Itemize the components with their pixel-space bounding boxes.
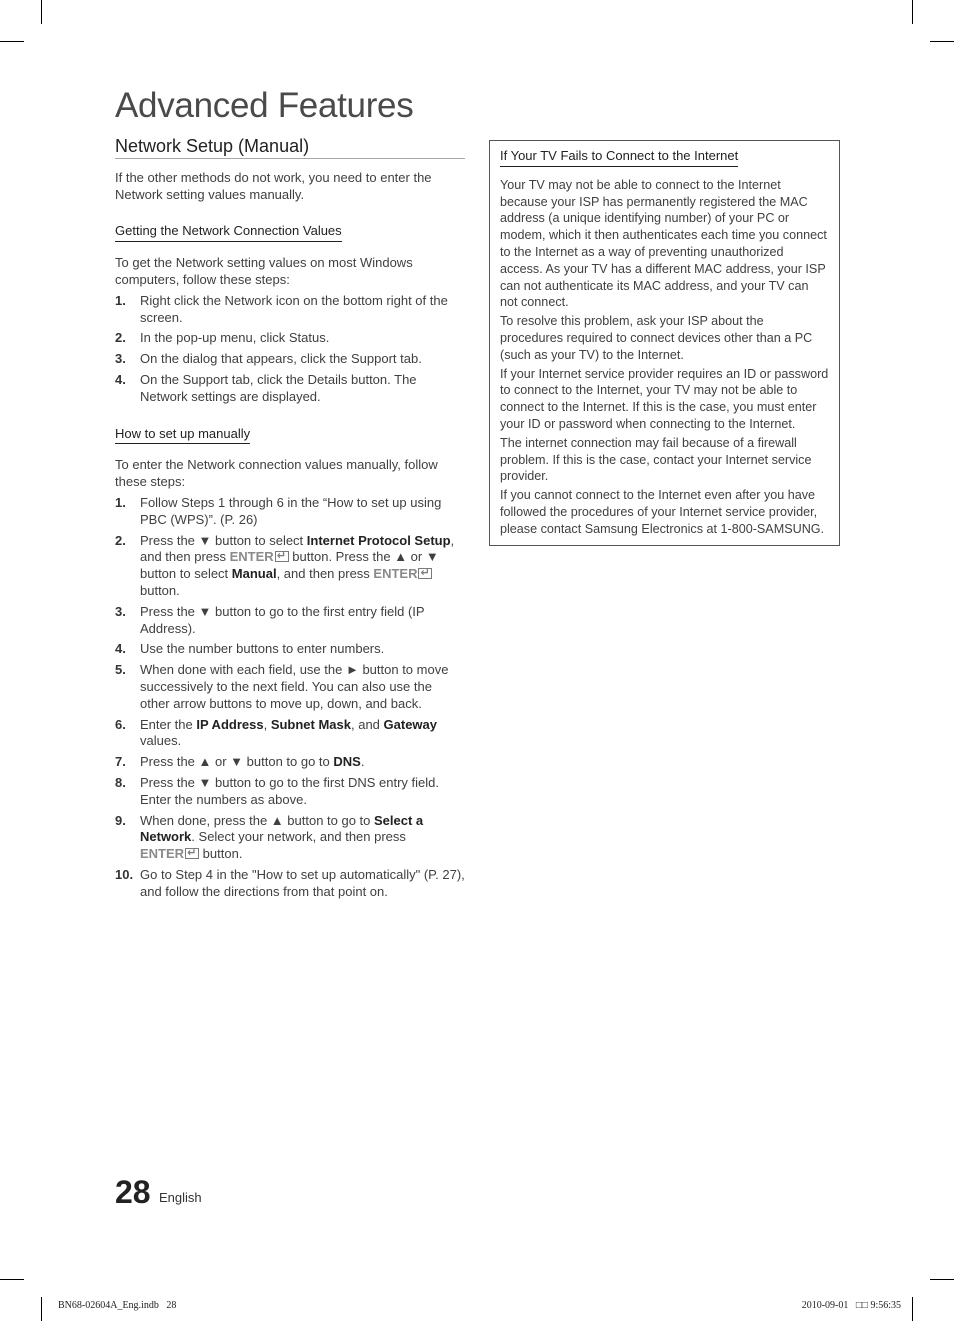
bold-term: Select a Network bbox=[140, 812, 424, 845]
step-text: In the pop-up menu, click Status. bbox=[140, 330, 330, 346]
step-number: 1. bbox=[115, 292, 126, 308]
step-text: , and bbox=[351, 716, 384, 732]
bold-term: Gateway bbox=[383, 716, 438, 732]
crop-mark bbox=[41, 1297, 42, 1321]
crop-mark bbox=[41, 0, 42, 24]
enter-text: ENTER bbox=[229, 549, 274, 565]
step-text: . Select your network, and then press bbox=[191, 829, 406, 845]
bold-term: DNS bbox=[333, 754, 361, 770]
note-paragraph: The internet connection may fail because of a firewall problem. If this is the case, contact your Internet service provider. bbox=[500, 435, 812, 484]
enter-icon bbox=[185, 848, 199, 859]
step-number: 10. bbox=[115, 866, 134, 882]
section-intro: If the other methods do not work, you need to enter the Network setting values manually. bbox=[115, 169, 432, 202]
crop-mark bbox=[0, 41, 24, 42]
enter-icon bbox=[275, 551, 289, 562]
step-number: 9. bbox=[115, 812, 126, 828]
internet-failure-note-box bbox=[489, 140, 840, 546]
page-title: Advanced Features bbox=[115, 86, 414, 125]
list-item bbox=[115, 754, 465, 771]
getting-values-intro: To get the Network setting values on most Windows computers, follow these steps: bbox=[115, 255, 413, 287]
step-text: button. Press the ▲ or ▼ button to select bbox=[140, 549, 439, 582]
list-item bbox=[115, 351, 465, 368]
step-text: button. bbox=[140, 582, 180, 598]
step-text: values. bbox=[140, 733, 182, 749]
list-item bbox=[115, 775, 465, 809]
step-number: 2. bbox=[115, 330, 126, 346]
step-number: 6. bbox=[115, 716, 126, 732]
bold-term: Subnet Mask bbox=[270, 716, 351, 732]
bold-term: Internet Protocol Setup bbox=[306, 532, 451, 548]
list-item bbox=[115, 662, 465, 712]
step-text: Use the number buttons to enter numbers. bbox=[140, 641, 385, 657]
manual-setup-intro: To enter the Network connection values manually, follow these steps: bbox=[115, 457, 438, 490]
crop-mark bbox=[930, 1279, 954, 1280]
page-language: English bbox=[159, 1190, 202, 1205]
enter-text: ENTER bbox=[140, 846, 185, 862]
crop-mark bbox=[912, 0, 913, 24]
step-text: Enter the bbox=[140, 716, 197, 732]
manual-setup-heading: How to set up manually bbox=[115, 426, 250, 445]
step-number: 1. bbox=[115, 494, 126, 510]
list-item bbox=[115, 604, 465, 638]
note-box-title: If Your TV Fails to Connect to the Internet bbox=[500, 148, 738, 167]
left-column bbox=[115, 138, 465, 900]
enter-icon bbox=[418, 568, 432, 579]
print-date-info: 2010-09-01 □□ 9:56:35 bbox=[801, 1300, 901, 1311]
step-text: Press the ▼ button to go to the first entry field (IP Address). bbox=[140, 603, 425, 636]
step-number: 7. bbox=[115, 754, 126, 770]
list-item bbox=[115, 533, 465, 600]
step-text: When done, press the ▲ button to go to bbox=[140, 812, 375, 828]
section-title: Network Setup (Manual) bbox=[115, 138, 465, 159]
enter-key-label bbox=[373, 566, 432, 581]
step-text: When done with each field, use the ► button to move successively to the next field. You can also use the other arrow buttons to move up, down, and back. bbox=[140, 662, 449, 711]
step-text: , and then press bbox=[276, 566, 374, 582]
crop-mark bbox=[912, 1297, 913, 1321]
list-item bbox=[115, 813, 465, 863]
step-text: On the Support tab, click the Details button. The Network settings are displayed. bbox=[140, 371, 417, 404]
bold-term: Manual bbox=[231, 566, 277, 582]
step-text: On the dialog that appears, click the Support tab. bbox=[140, 351, 422, 367]
step-number: 8. bbox=[115, 774, 126, 790]
bold-term: IP Address bbox=[196, 716, 264, 732]
step-text: Press the ▲ or ▼ button to go to bbox=[140, 754, 334, 770]
step-text: , and then press bbox=[140, 532, 455, 565]
list-item bbox=[115, 372, 465, 406]
step-text: . bbox=[360, 754, 365, 770]
step-text: Press the ▼ button to go to the first DNS entry field. Enter the numbers as above. bbox=[140, 774, 440, 807]
step-text: Press the ▼ button to select bbox=[140, 532, 307, 548]
getting-values-heading: Getting the Network Connection Values bbox=[115, 223, 342, 242]
note-paragraph: If you cannot connect to the Internet even after you have followed the procedures of your Internet service provider, please contact Samsung Electronics at 1-800-SAMSUNG. bbox=[500, 488, 825, 536]
note-paragraph: Your TV may not be able to connect to the Internet because your ISP has permanently registered the MAC address (a unique identifying number) of your PC or modem, which it then authenticates each time you connect to the Internet as a way of preventing unauthorized access. As your TV has a different MAC address, your ISP can not authenticate its MAC address, and your TV can not connect. bbox=[500, 177, 827, 310]
step-text: Go to Step 4 in the "How to set up automatically" (P. 27), and follow the directions from that point on. bbox=[140, 866, 465, 899]
list-item bbox=[115, 867, 465, 901]
enter-key-label bbox=[230, 549, 289, 564]
print-file-info: BN68-02604A_Eng.indb 28 bbox=[58, 1300, 177, 1311]
note-paragraph: If your Internet service provider requires an ID or password to connect to the Internet, your TV may not be able to connect to the Internet. If this is the case, you must enter your ID or password when connecting to the Internet. bbox=[500, 366, 829, 431]
list-item bbox=[115, 717, 465, 751]
list-item bbox=[115, 495, 465, 529]
page-number: 28 bbox=[115, 1174, 151, 1210]
list-item bbox=[115, 330, 465, 347]
step-text: , bbox=[263, 716, 271, 732]
step-number: 5. bbox=[115, 662, 126, 678]
manual-setup-steps bbox=[115, 495, 465, 901]
step-number: 3. bbox=[115, 351, 126, 367]
crop-mark bbox=[930, 41, 954, 42]
crop-mark bbox=[0, 1279, 24, 1280]
list-item bbox=[115, 641, 465, 658]
step-number: 2. bbox=[115, 532, 126, 548]
step-number: 3. bbox=[115, 603, 126, 619]
note-paragraph: To resolve this problem, ask your ISP about the procedures required to connect devices other than a PC (such as your TV) to the Internet. bbox=[500, 314, 813, 362]
enter-key-label bbox=[140, 846, 199, 861]
step-text: Right click the Network icon on the bottom right of the screen. bbox=[140, 292, 448, 325]
list-item bbox=[115, 293, 465, 327]
step-number: 4. bbox=[115, 641, 126, 657]
step-number: 4. bbox=[115, 371, 126, 387]
enter-text: ENTER bbox=[373, 566, 418, 582]
step-text: Follow Steps 1 through 6 in the “How to set up using PBC (WPS)”. (P. 26) bbox=[140, 494, 442, 527]
step-text: button. bbox=[199, 846, 243, 862]
getting-values-steps bbox=[115, 293, 465, 406]
